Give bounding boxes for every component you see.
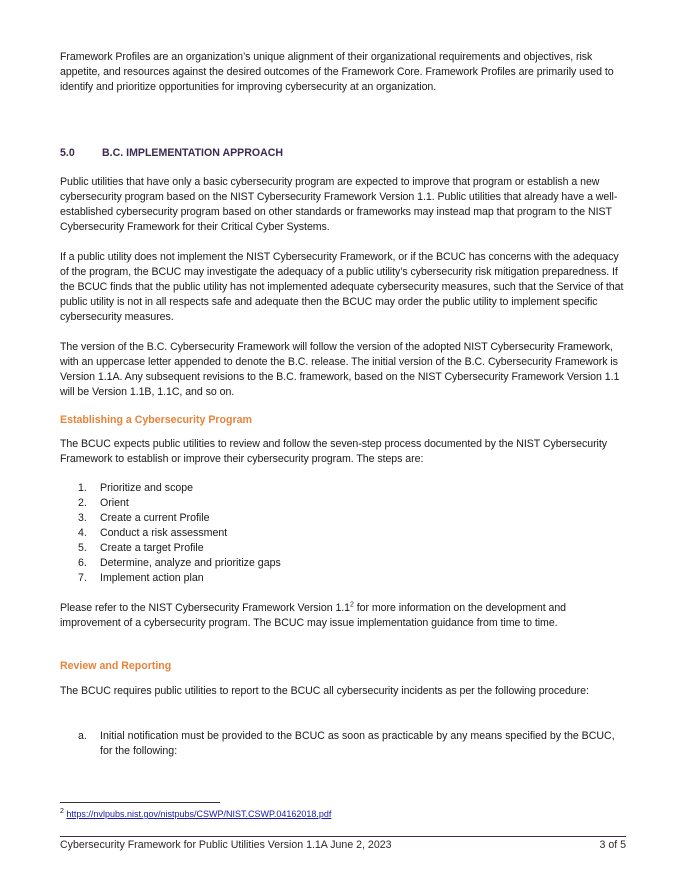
list-item: a. Initial notification must be provided to the BCUC as soon as practicable by any means specified by the BCUC, for the following: (78, 730, 615, 757)
paragraph-review-intro: The BCUC requires public utilities to report to the BCUC all cybersecurity incidents as per the following procedure: (60, 685, 589, 697)
steps-list (78, 481, 281, 586)
footnote-divider (60, 802, 220, 803)
subheading-establishing: Establishing a Cybersecurity Program (60, 414, 252, 426)
subheading-review: Review and Reporting (60, 660, 172, 672)
section-title: B.C. IMPLEMENTATION APPROACH (102, 147, 284, 159)
procedure-list (78, 729, 626, 759)
paragraph-steps-intro: The BCUC expects public utilities to review and follow the seven-step process documented by the NIST Cybersecurity Framework to establish or improve their cybersecurity program. The steps are: (60, 438, 608, 465)
page-number: 3 of 5 (599, 839, 626, 851)
list-item: 3. Create a current Profile (78, 512, 210, 524)
footer-divider (60, 836, 626, 837)
footnote-ref[interactable]: 2 (350, 601, 354, 609)
footnote-number: 2 (60, 808, 64, 815)
list-item: 1. Prioritize and scope (78, 482, 194, 494)
paragraph-refer: Please refer to the NIST Cybersecurity Framework Version $1.1^2$ for more information on the development and improvement of a cybersecurity program. The BCUC may issue implementation guidance from time to time. (60, 601, 567, 629)
list-item: 5. Create a target Profile (78, 542, 204, 554)
section-number: 5.0 (60, 147, 75, 159)
list-item: 6. Determine, analyze and prioritize gaps (78, 557, 281, 569)
paragraph-basic-program: Public utilities that have only a basic cybersecurity program are expected to improve that program or establish a new cybersecurity program based on the NIST Cybersecurity Framework Version 1.1. Public utilities that already have a well-established cybersecurity program based on other standards or frameworks may instead map that program to the NIST Cybersecurity Framework for their Critical Cyber Systems. (60, 176, 618, 233)
footer-title: Cybersecurity Framework for Public Utilities Version 1.1A June 2, 2023 (60, 839, 392, 851)
paragraph-versioning: The version of the B.C. Cybersecurity Framework will follow the version of the adopted NIST Cybersecurity Framework, with an uppercase letter appended to denote the B.C. release. The initial version of the B.C. Cybersecurity Framework is Version 1.1A. Any subsequent revisions to the B.C. framework, based on the NIST Cybersecurity Framework Version 1.1 will be Version 1.1B, 1.1C, and so on. (60, 341, 620, 398)
footnote (60, 809, 331, 819)
section-heading (60, 147, 283, 159)
list-item: 7. Implement action plan (78, 572, 204, 584)
footnote-link[interactable]: https://nvlpubs.nist.gov/nistpubs/CSWP/NIST.CSWP.04162018.pdf (66, 809, 332, 819)
paragraph-investigation: If a public utility does not implement the NIST Cybersecurity Framework, or if the BCUC has concerns with the adequacy of the program, the BCUC may investigate the adequacy of a public utility’s cybersecurity risk mitigation preparedness. If the BCUC finds that the public utility has not implemented adequate cybersecurity measures, such that the Service of that public utility is not in all respects safe and adequate then the BCUC may order the public utility to implement specific cybersecurity measures. (60, 251, 624, 323)
list-item: 4. Conduct a risk assessment (78, 527, 228, 539)
list-item: 2. Orient (78, 497, 129, 509)
intro-paragraph: Framework Profiles are an organization’s unique alignment of their organizational requirements and objectives, risk appetite, and resources against the desired outcomes of the Framework Core. Framework Profiles are primarily used to identify and prioritize opportunities for improving cybersecurity at an organization. (60, 51, 614, 93)
